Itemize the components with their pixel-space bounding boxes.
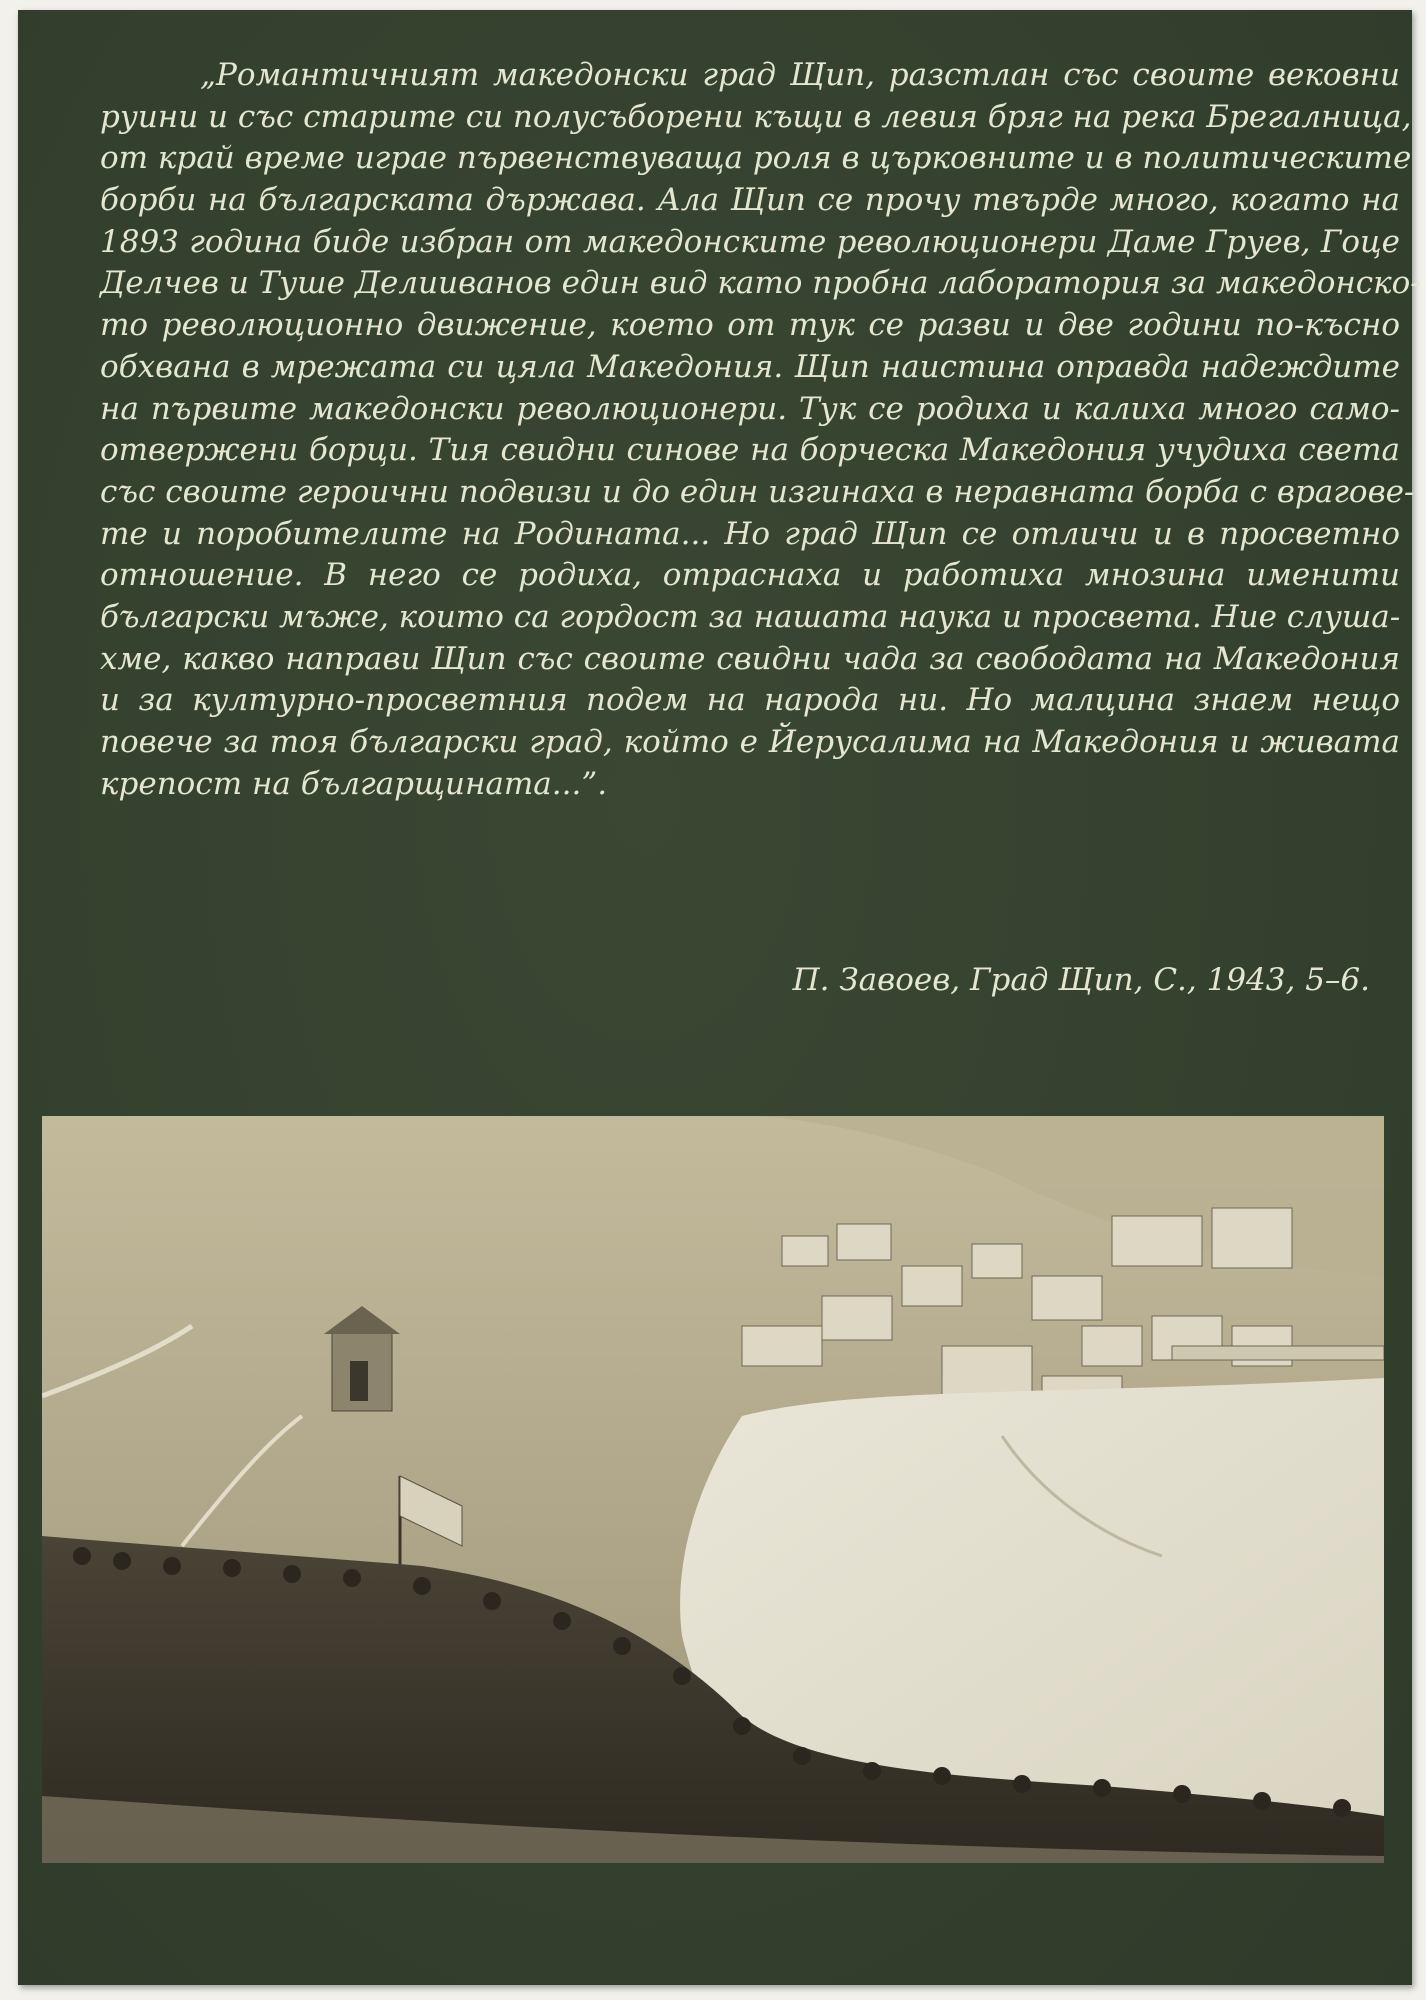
photo-illustration (42, 1116, 1384, 1863)
quote-line: хме, какво направи Щип със своите свидни чада за свободата на Македония (100, 640, 1400, 677)
book-back-cover (18, 10, 1421, 1985)
quote-line: обхвана в мрежата си цяла Македония. Щип наистина оправда надеждите (100, 348, 1400, 385)
bridge (1172, 1346, 1384, 1360)
quote-line: български мъже, които са гордост за нашата наука и просвета. Ние слуша- (100, 598, 1401, 635)
quote-line: и за културно-просветния подем на народа ни. Но малцина знаем нещо (100, 682, 1400, 719)
quote-line: със своите героични подвизи и до един изгинаха в неравната борба с врагове- (100, 473, 1415, 510)
quote-block (100, 55, 1421, 805)
quote-line: повече за тоя български град, който е Йерусалима на Македония и живата (100, 724, 1400, 760)
quote-citation: П. Завоев, Град Щип, С., 1943, 5–6. (792, 962, 1370, 998)
quote-line: те и поробителите на Родината... Но град Щип се отличи и в просветно (100, 515, 1400, 552)
quote-line: Делчев и Туше Делииванов един вид като пробна лаборатория за македонско- (100, 265, 1421, 302)
quote-line: 1893 година биде избран от македонските революционери Даме Груев, Гоце (100, 223, 1400, 260)
historical-photograph (42, 1116, 1384, 1863)
quote-line: борби на българската държава. Ала Щип се прочу твърде много, когато на (100, 182, 1400, 219)
quote-line: от край време играе първенствуваща роля в църковните и в политическите (100, 140, 1412, 177)
quote-line: „Романтичният македонски град Щип, разстлан със своите вековни (200, 57, 1400, 93)
quote-line: крепост на българщината...”. (100, 765, 608, 802)
quote-line: руини и със старите си полусъборени къщи в левия бряг на река Брегалница, (100, 98, 1412, 135)
quote-line: на първите македонски революционери. Тук се родиха и калиха много само- (100, 390, 1400, 427)
quote-line: то революционно движение, което от тук се разви и две години по-късно (100, 307, 1400, 344)
quote-line: отвержени борци. Тия свидни синове на борческа Македония учудиха света (100, 432, 1400, 469)
quote-line: отношение. В него се родиха, отраснаха и работиха мнозина именити (100, 557, 1400, 594)
